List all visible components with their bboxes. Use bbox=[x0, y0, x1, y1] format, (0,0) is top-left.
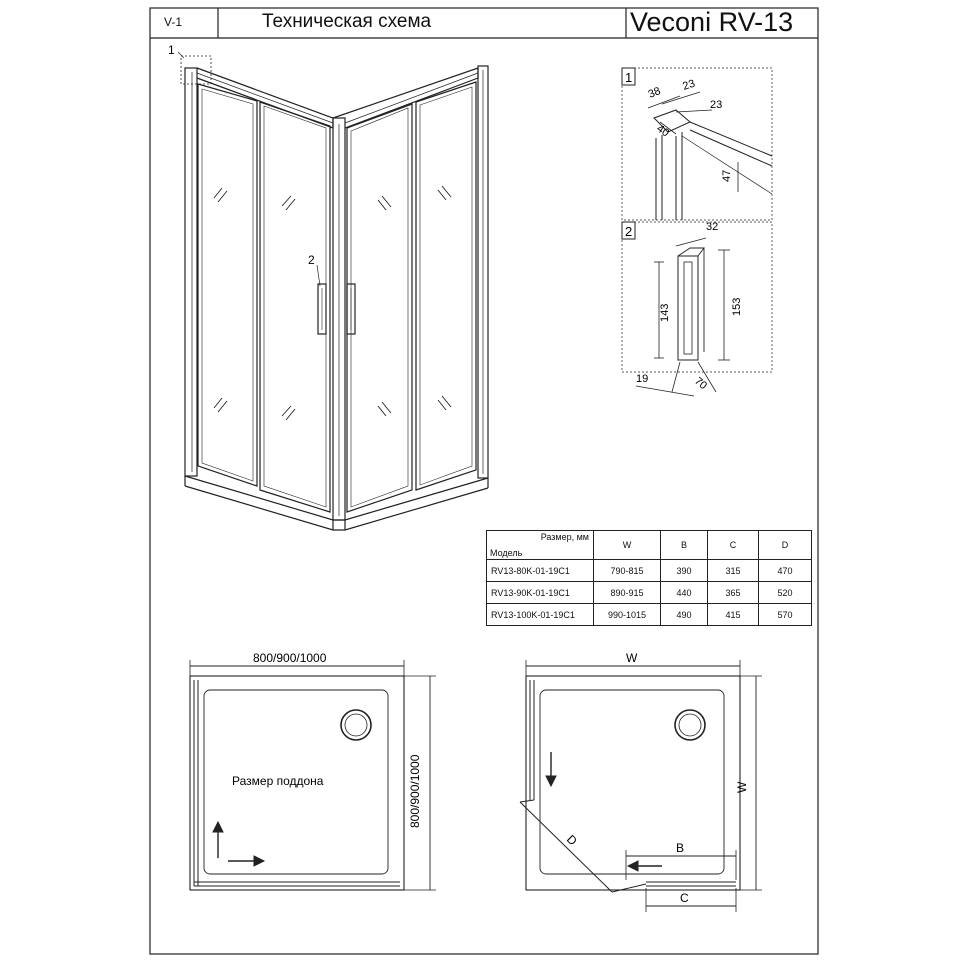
drain-left bbox=[341, 710, 371, 740]
detail-2-dim-32: 32 bbox=[706, 221, 719, 233]
detail-1-number: 1 bbox=[625, 70, 633, 85]
detail-1-dim-40: 40 bbox=[654, 122, 672, 140]
detail-2-dim-70: 70 bbox=[692, 375, 710, 393]
spec-header-d: D bbox=[759, 531, 812, 560]
model-name: Veconi RV-13 bbox=[630, 7, 794, 37]
spec-header-b: B bbox=[661, 531, 708, 560]
enclosure-width-label: W bbox=[626, 651, 638, 665]
spec-header-c: C bbox=[708, 531, 759, 560]
detail-2 bbox=[622, 222, 772, 396]
table-row bbox=[487, 560, 812, 582]
spec-model: RV13-100K-01-19C1 bbox=[487, 604, 594, 626]
spec-table bbox=[486, 530, 812, 626]
spec-table-header bbox=[487, 531, 812, 560]
enclosure-c-label: C bbox=[680, 891, 689, 905]
enclosure-plan bbox=[520, 660, 762, 912]
enclosure-depth-label: W bbox=[735, 781, 749, 793]
spec-b: 390 bbox=[661, 560, 708, 582]
callout-1-label: 1 bbox=[168, 43, 175, 57]
detail-1 bbox=[622, 68, 772, 220]
drain-right bbox=[675, 710, 705, 740]
detail-1-dim-23b: 23 bbox=[710, 99, 723, 111]
detail-2-dim-143: 143 bbox=[659, 303, 671, 322]
table-row bbox=[487, 604, 812, 626]
spec-header-size: Размер, мм bbox=[540, 532, 589, 542]
detail-1-dim-38: 38 bbox=[646, 85, 663, 101]
spec-c: 315 bbox=[708, 560, 759, 582]
spec-w: 890-915 bbox=[594, 582, 661, 604]
spec-model: RV13-80K-01-19C1 bbox=[487, 560, 594, 582]
spec-w: 990-1015 bbox=[594, 604, 661, 626]
detail-2-dim-19: 19 bbox=[636, 373, 649, 385]
spec-d: 570 bbox=[759, 604, 812, 626]
tray-depth-label: 800/900/1000 bbox=[408, 754, 422, 828]
spec-header-model-size bbox=[487, 531, 594, 560]
sheet-frame bbox=[150, 8, 818, 954]
detail-2-number: 2 bbox=[625, 224, 633, 239]
drawing-title: Техническая схема bbox=[262, 11, 432, 32]
callout-2-label: 2 bbox=[308, 253, 315, 267]
spec-header-model: Модель bbox=[490, 548, 523, 558]
spec-d: 470 bbox=[759, 560, 812, 582]
spec-header-w: W bbox=[594, 531, 661, 560]
drawing-code: V-1 bbox=[164, 15, 183, 29]
detail-1-dim-23a: 23 bbox=[681, 77, 697, 93]
enclosure-d-label: D bbox=[563, 832, 580, 849]
spec-c: 365 bbox=[708, 582, 759, 604]
spec-w: 790-815 bbox=[594, 560, 661, 582]
tray-width-label: 800/900/1000 bbox=[253, 651, 327, 665]
table-row bbox=[487, 582, 812, 604]
enclosure-3d-view bbox=[178, 52, 488, 530]
tray-size-label: Размер поддона bbox=[232, 774, 324, 788]
spec-c: 415 bbox=[708, 604, 759, 626]
spec-d: 520 bbox=[759, 582, 812, 604]
spec-b: 440 bbox=[661, 582, 708, 604]
enclosure-b-label: B bbox=[676, 841, 685, 855]
spec-b: 490 bbox=[661, 604, 708, 626]
spec-model: RV13-90K-01-19C1 bbox=[487, 582, 594, 604]
detail-2-dim-153: 153 bbox=[731, 297, 743, 316]
detail-1-dim-47: 47 bbox=[721, 169, 733, 182]
